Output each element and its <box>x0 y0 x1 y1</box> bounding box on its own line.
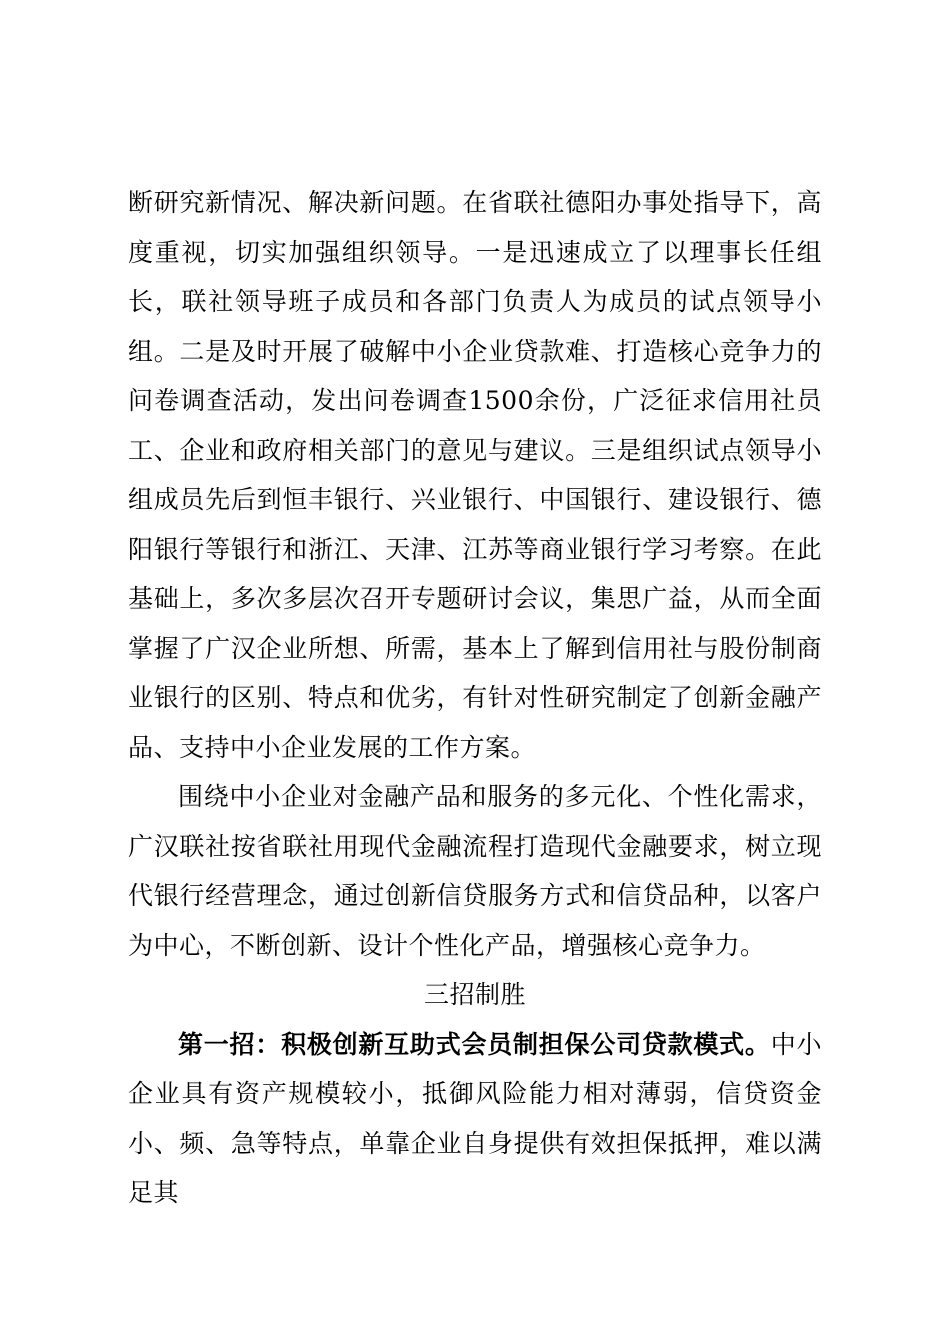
section-heading: 三招制胜 <box>423 980 526 1009</box>
paragraph-continuation: 断研究新情况、解决新问题。在省联社德阳办事处指导下，高度重视，切实加强组织领导。一是迅速成立了以理事长任组长，联社领导班子成员和各部门负责人为成员的试点领导小组。二是及时开展了破解中小企业贷款难、打造核心竞争力的问卷调查活动，发出问卷调查1500余份，广泛征求信用社员工、企业和政府相关部门的意见与建议。三是组织试点领导小组成员先后到恒丰银行、兴业银行、中国银行、建设银行、德阳银行等银行和浙江、天津、江苏等商业银行学习考察。在此基础上，多次多层次召开专题研讨会议，集思广益，从而全面掌握了广汉企业所想、所需，基本上了解到信用社与股份制商业银行的区别、特点和优劣，有针对性研究制定了创新金融产品、支持中小企业发展的工作方案。 <box>128 188 822 762</box>
paragraph-customer-needs: 围绕中小企业对金融产品和服务的多元化、个性化需求，广汉联社按省联社用现代金融流程打造现代金融要求，树立现代银行经营理念，通过创新信贷服务方式和信贷品种，以客户为中心，不断创新、设计个性化产品，增强核心竞争力。 <box>128 782 822 960</box>
paragraph-first-strategy <box>128 1020 822 1218</box>
first-strategy-body: 中小企业具有资产规模较小，抵御风险能力相对薄弱，信贷资金小、频、急等特点，单靠企业自身提供有效担保抵押，难以满足其 <box>128 1029 822 1207</box>
first-strategy-lead: 第一招：积极创新互助式会员制担保公司贷款模式。 <box>178 1029 771 1059</box>
document-body <box>128 178 822 1218</box>
